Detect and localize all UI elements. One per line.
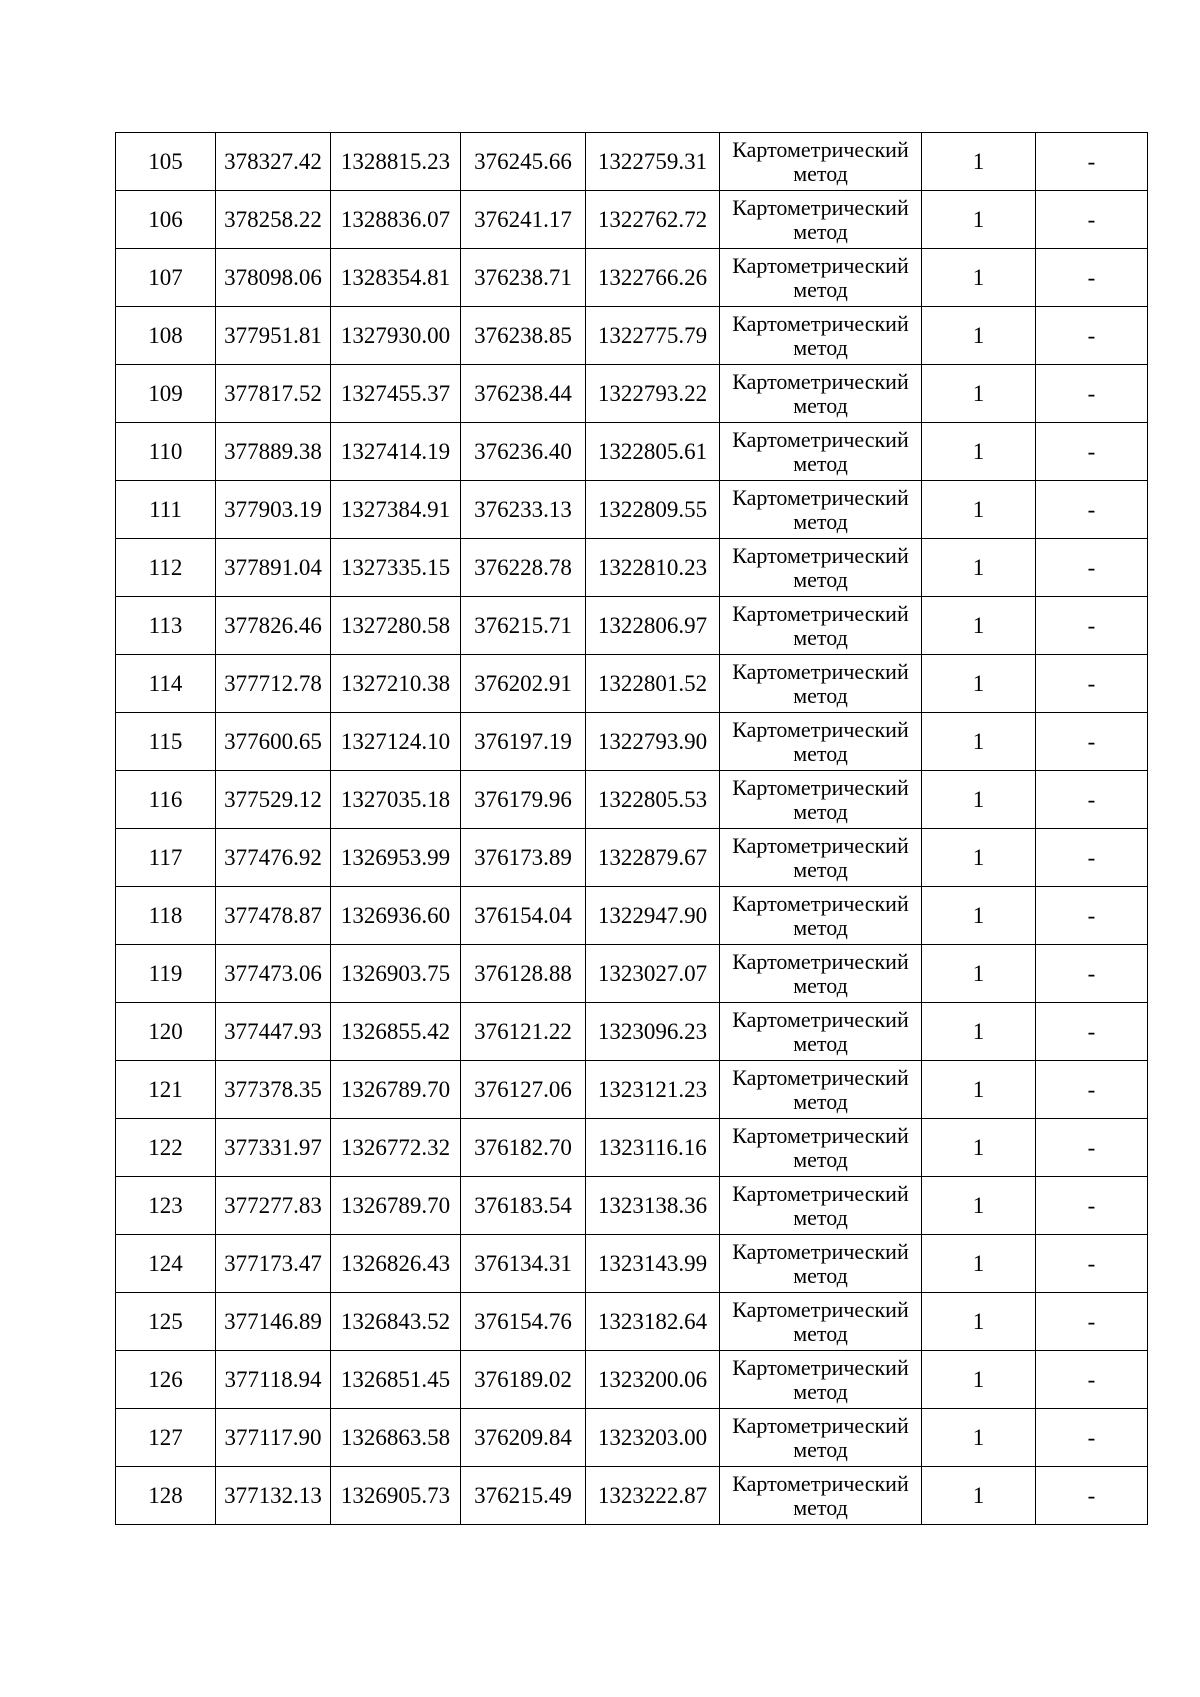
accuracy-cell: 1 — [922, 1293, 1036, 1351]
method-cell — [720, 887, 922, 945]
description-cell: - — [1036, 1235, 1148, 1293]
y-old-cell: 1327124.10 — [331, 713, 461, 771]
accuracy-cell: 1 — [922, 133, 1036, 191]
method-text-line2: метод — [793, 218, 848, 244]
description-cell: - — [1036, 1409, 1148, 1467]
method-cell — [720, 1467, 922, 1525]
description-cell: - — [1036, 655, 1148, 713]
x-old-cell: 377132.13 — [216, 1467, 331, 1525]
x-new-cell: 376238.71 — [461, 249, 586, 307]
y-old-cell: 1326953.99 — [331, 829, 461, 887]
accuracy-cell: 1 — [922, 365, 1036, 423]
accuracy-cell: 1 — [922, 829, 1036, 887]
y-old-cell: 1326789.70 — [331, 1177, 461, 1235]
description-cell: - — [1036, 539, 1148, 597]
method-text-line1: Картометрический — [732, 1122, 909, 1148]
y-old-cell: 1327210.38 — [331, 655, 461, 713]
table-row — [116, 713, 1148, 771]
x-old-cell: 377600.65 — [216, 713, 331, 771]
x-old-cell: 377173.47 — [216, 1235, 331, 1293]
point-number-cell: 111 — [116, 481, 216, 539]
x-old-cell: 377903.19 — [216, 481, 331, 539]
method-text-line1: Картометрический — [732, 368, 909, 394]
y-new-cell: 1322762.72 — [586, 191, 720, 249]
point-number-cell: 121 — [116, 1061, 216, 1119]
description-cell: - — [1036, 133, 1148, 191]
table-row — [116, 481, 1148, 539]
y-old-cell: 1327384.91 — [331, 481, 461, 539]
y-old-cell: 1326843.52 — [331, 1293, 461, 1351]
description-cell: - — [1036, 1003, 1148, 1061]
accuracy-cell: 1 — [922, 945, 1036, 1003]
point-number-cell: 118 — [116, 887, 216, 945]
x-new-cell: 376215.71 — [461, 597, 586, 655]
description-cell: - — [1036, 1467, 1148, 1525]
method-text-line1: Картометрический — [732, 310, 909, 336]
x-new-cell: 376197.19 — [461, 713, 586, 771]
point-number-cell: 117 — [116, 829, 216, 887]
method-text-line1: Картометрический — [732, 1354, 909, 1380]
method-cell — [720, 1235, 922, 1293]
x-new-cell: 376182.70 — [461, 1119, 586, 1177]
method-text-line2: метод — [793, 624, 848, 650]
method-text-line1: Картометрический — [732, 1470, 909, 1496]
point-number-cell: 123 — [116, 1177, 216, 1235]
description-cell: - — [1036, 1293, 1148, 1351]
method-cell — [720, 307, 922, 365]
method-text-line2: метод — [793, 740, 848, 766]
method-text-line1: Картометрический — [732, 600, 909, 626]
table-row — [116, 1061, 1148, 1119]
table-row — [116, 1351, 1148, 1409]
method-text-line2: метод — [793, 1146, 848, 1172]
description-cell: - — [1036, 887, 1148, 945]
x-new-cell: 376215.49 — [461, 1467, 586, 1525]
y-old-cell: 1327035.18 — [331, 771, 461, 829]
x-new-cell: 376202.91 — [461, 655, 586, 713]
description-cell: - — [1036, 1061, 1148, 1119]
x-old-cell: 378098.06 — [216, 249, 331, 307]
y-new-cell: 1322793.90 — [586, 713, 720, 771]
x-new-cell: 376228.78 — [461, 539, 586, 597]
method-text-line2: метод — [793, 972, 848, 998]
method-cell — [720, 539, 922, 597]
accuracy-cell: 1 — [922, 1177, 1036, 1235]
method-cell — [720, 1351, 922, 1409]
accuracy-cell: 1 — [922, 423, 1036, 481]
y-new-cell: 1322809.55 — [586, 481, 720, 539]
table-row — [116, 1467, 1148, 1525]
method-text-line1: Картометрический — [732, 194, 909, 220]
method-cell — [720, 191, 922, 249]
x-new-cell: 376127.06 — [461, 1061, 586, 1119]
x-old-cell: 377951.81 — [216, 307, 331, 365]
y-old-cell: 1326855.42 — [331, 1003, 461, 1061]
accuracy-cell: 1 — [922, 1235, 1036, 1293]
point-number-cell: 114 — [116, 655, 216, 713]
method-text-line2: метод — [793, 1378, 848, 1404]
y-old-cell: 1326903.75 — [331, 945, 461, 1003]
method-text-line2: метод — [793, 392, 848, 418]
y-new-cell: 1322805.53 — [586, 771, 720, 829]
y-new-cell: 1322759.31 — [586, 133, 720, 191]
method-text-line2: метод — [793, 856, 848, 882]
method-text-line2: метод — [793, 1320, 848, 1346]
x-new-cell: 376236.40 — [461, 423, 586, 481]
point-number-cell: 122 — [116, 1119, 216, 1177]
x-new-cell: 376134.31 — [461, 1235, 586, 1293]
accuracy-cell: 1 — [922, 191, 1036, 249]
method-text-line1: Картометрический — [732, 948, 909, 974]
accuracy-cell: 1 — [922, 1467, 1036, 1525]
x-old-cell: 377476.92 — [216, 829, 331, 887]
x-old-cell: 378258.22 — [216, 191, 331, 249]
y-old-cell: 1326863.58 — [331, 1409, 461, 1467]
table-row — [116, 655, 1148, 713]
accuracy-cell: 1 — [922, 1119, 1036, 1177]
point-number-cell: 105 — [116, 133, 216, 191]
description-cell: - — [1036, 365, 1148, 423]
description-cell: - — [1036, 771, 1148, 829]
y-new-cell: 1322805.61 — [586, 423, 720, 481]
method-text-line2: метод — [793, 1088, 848, 1114]
point-number-cell: 120 — [116, 1003, 216, 1061]
x-new-cell: 376128.88 — [461, 945, 586, 1003]
y-old-cell: 1326905.73 — [331, 1467, 461, 1525]
method-text-line2: метод — [793, 334, 848, 360]
x-old-cell: 377118.94 — [216, 1351, 331, 1409]
point-number-cell: 126 — [116, 1351, 216, 1409]
y-old-cell: 1327455.37 — [331, 365, 461, 423]
accuracy-cell: 1 — [922, 597, 1036, 655]
y-old-cell: 1326772.32 — [331, 1119, 461, 1177]
method-text-line1: Картометрический — [732, 136, 909, 162]
x-new-cell: 376173.89 — [461, 829, 586, 887]
accuracy-cell: 1 — [922, 1003, 1036, 1061]
x-old-cell: 378327.42 — [216, 133, 331, 191]
x-old-cell: 377473.06 — [216, 945, 331, 1003]
method-text-line1: Картометрический — [732, 774, 909, 800]
y-new-cell: 1323138.36 — [586, 1177, 720, 1235]
x-old-cell: 377478.87 — [216, 887, 331, 945]
x-new-cell: 376238.44 — [461, 365, 586, 423]
description-cell: - — [1036, 829, 1148, 887]
method-cell — [720, 1293, 922, 1351]
accuracy-cell: 1 — [922, 713, 1036, 771]
method-cell — [720, 423, 922, 481]
x-old-cell: 377146.89 — [216, 1293, 331, 1351]
method-cell — [720, 771, 922, 829]
method-text-line1: Картометрический — [732, 1064, 909, 1090]
y-new-cell: 1323203.00 — [586, 1409, 720, 1467]
table-row — [116, 1119, 1148, 1177]
x-new-cell: 376154.04 — [461, 887, 586, 945]
method-text-line1: Картометрический — [732, 832, 909, 858]
description-cell: - — [1036, 481, 1148, 539]
x-old-cell: 377712.78 — [216, 655, 331, 713]
method-text-line2: метод — [793, 1204, 848, 1230]
y-new-cell: 1322810.23 — [586, 539, 720, 597]
y-old-cell: 1328815.23 — [331, 133, 461, 191]
method-text-line2: метод — [793, 1262, 848, 1288]
method-cell — [720, 481, 922, 539]
description-cell: - — [1036, 423, 1148, 481]
method-cell — [720, 365, 922, 423]
y-new-cell: 1322947.90 — [586, 887, 720, 945]
method-text-line1: Картометрический — [732, 1412, 909, 1438]
y-new-cell: 1323027.07 — [586, 945, 720, 1003]
y-old-cell: 1327930.00 — [331, 307, 461, 365]
accuracy-cell: 1 — [922, 539, 1036, 597]
method-cell — [720, 249, 922, 307]
x-new-cell: 376241.17 — [461, 191, 586, 249]
point-number-cell: 109 — [116, 365, 216, 423]
point-number-cell: 113 — [116, 597, 216, 655]
method-cell — [720, 133, 922, 191]
point-number-cell: 106 — [116, 191, 216, 249]
table-row — [116, 829, 1148, 887]
description-cell: - — [1036, 191, 1148, 249]
method-text-line1: Картометрический — [732, 890, 909, 916]
method-text-line2: метод — [793, 798, 848, 824]
y-new-cell: 1323116.16 — [586, 1119, 720, 1177]
method-cell — [720, 1003, 922, 1061]
y-old-cell: 1326851.45 — [331, 1351, 461, 1409]
method-text-line1: Картометрический — [732, 1180, 909, 1206]
point-number-cell: 112 — [116, 539, 216, 597]
method-cell — [720, 829, 922, 887]
y-new-cell: 1322806.97 — [586, 597, 720, 655]
point-number-cell: 108 — [116, 307, 216, 365]
x-new-cell: 376189.02 — [461, 1351, 586, 1409]
accuracy-cell: 1 — [922, 771, 1036, 829]
x-new-cell: 376245.66 — [461, 133, 586, 191]
y-old-cell: 1327335.15 — [331, 539, 461, 597]
y-old-cell: 1328354.81 — [331, 249, 461, 307]
method-text-line2: метод — [793, 1494, 848, 1520]
table-row — [116, 1409, 1148, 1467]
method-text-line1: Картометрический — [732, 658, 909, 684]
method-text-line2: метод — [793, 1436, 848, 1462]
accuracy-cell: 1 — [922, 1409, 1036, 1467]
method-text-line1: Картометрический — [732, 716, 909, 742]
description-cell: - — [1036, 1351, 1148, 1409]
method-cell — [720, 1119, 922, 1177]
x-old-cell: 377826.46 — [216, 597, 331, 655]
point-number-cell: 127 — [116, 1409, 216, 1467]
y-new-cell: 1322879.67 — [586, 829, 720, 887]
description-cell: - — [1036, 307, 1148, 365]
x-new-cell: 376233.13 — [461, 481, 586, 539]
x-old-cell: 377277.83 — [216, 1177, 331, 1235]
coordinates-table — [115, 132, 1148, 1525]
point-number-cell: 119 — [116, 945, 216, 1003]
table-row — [116, 1177, 1148, 1235]
method-text-line2: метод — [793, 566, 848, 592]
method-text-line2: метод — [793, 450, 848, 476]
x-old-cell: 377817.52 — [216, 365, 331, 423]
y-new-cell: 1323143.99 — [586, 1235, 720, 1293]
y-new-cell: 1323121.23 — [586, 1061, 720, 1119]
x-new-cell: 376183.54 — [461, 1177, 586, 1235]
method-text-line2: метод — [793, 914, 848, 940]
method-text-line2: метод — [793, 682, 848, 708]
x-new-cell: 376179.96 — [461, 771, 586, 829]
table-row — [116, 249, 1148, 307]
description-cell: - — [1036, 713, 1148, 771]
method-text-line2: метод — [793, 160, 848, 186]
table-row — [116, 133, 1148, 191]
table-row — [116, 1235, 1148, 1293]
accuracy-cell: 1 — [922, 249, 1036, 307]
table-row — [116, 1003, 1148, 1061]
method-text-line1: Картометрический — [732, 426, 909, 452]
point-number-cell: 107 — [116, 249, 216, 307]
table-row — [116, 307, 1148, 365]
accuracy-cell: 1 — [922, 1061, 1036, 1119]
point-number-cell: 128 — [116, 1467, 216, 1525]
table-row — [116, 887, 1148, 945]
table-row — [116, 945, 1148, 1003]
y-new-cell: 1322793.22 — [586, 365, 720, 423]
point-number-cell: 115 — [116, 713, 216, 771]
x-old-cell: 377891.04 — [216, 539, 331, 597]
y-old-cell: 1328836.07 — [331, 191, 461, 249]
y-new-cell: 1322775.79 — [586, 307, 720, 365]
table-row — [116, 191, 1148, 249]
description-cell: - — [1036, 1177, 1148, 1235]
table-row — [116, 423, 1148, 481]
y-old-cell: 1327280.58 — [331, 597, 461, 655]
accuracy-cell: 1 — [922, 887, 1036, 945]
y-old-cell: 1326789.70 — [331, 1061, 461, 1119]
accuracy-cell: 1 — [922, 1351, 1036, 1409]
method-cell — [720, 597, 922, 655]
method-text-line1: Картометрический — [732, 252, 909, 278]
x-new-cell: 376154.76 — [461, 1293, 586, 1351]
x-old-cell: 377378.35 — [216, 1061, 331, 1119]
x-old-cell: 377117.90 — [216, 1409, 331, 1467]
y-new-cell: 1323096.23 — [586, 1003, 720, 1061]
method-text-line1: Картометрический — [732, 1296, 909, 1322]
method-text-line1: Картометрический — [732, 542, 909, 568]
accuracy-cell: 1 — [922, 481, 1036, 539]
y-new-cell: 1322801.52 — [586, 655, 720, 713]
x-old-cell: 377889.38 — [216, 423, 331, 481]
method-text-line2: метод — [793, 1030, 848, 1056]
point-number-cell: 110 — [116, 423, 216, 481]
x-new-cell: 376121.22 — [461, 1003, 586, 1061]
method-cell — [720, 1177, 922, 1235]
y-new-cell: 1323182.64 — [586, 1293, 720, 1351]
description-cell: - — [1036, 1119, 1148, 1177]
description-cell: - — [1036, 945, 1148, 1003]
x-new-cell: 376238.85 — [461, 307, 586, 365]
x-old-cell: 377331.97 — [216, 1119, 331, 1177]
y-new-cell: 1322766.26 — [586, 249, 720, 307]
method-cell — [720, 655, 922, 713]
table-row — [116, 1293, 1148, 1351]
y-old-cell: 1326936.60 — [331, 887, 461, 945]
y-old-cell: 1327414.19 — [331, 423, 461, 481]
method-text-line1: Картометрический — [732, 1238, 909, 1264]
y-new-cell: 1323222.87 — [586, 1467, 720, 1525]
description-cell: - — [1036, 597, 1148, 655]
x-new-cell: 376209.84 — [461, 1409, 586, 1467]
table-body — [116, 133, 1148, 1525]
method-text-line1: Картометрический — [732, 1006, 909, 1032]
accuracy-cell: 1 — [922, 655, 1036, 713]
y-old-cell: 1326826.43 — [331, 1235, 461, 1293]
table-row — [116, 771, 1148, 829]
method-cell — [720, 713, 922, 771]
x-old-cell: 377447.93 — [216, 1003, 331, 1061]
point-number-cell: 116 — [116, 771, 216, 829]
description-cell: - — [1036, 249, 1148, 307]
point-number-cell: 124 — [116, 1235, 216, 1293]
method-cell — [720, 1409, 922, 1467]
table-row — [116, 365, 1148, 423]
method-text-line2: метод — [793, 276, 848, 302]
method-text-line2: метод — [793, 508, 848, 534]
x-old-cell: 377529.12 — [216, 771, 331, 829]
method-cell — [720, 1061, 922, 1119]
table-row — [116, 597, 1148, 655]
method-cell — [720, 945, 922, 1003]
method-text-line1: Картометрический — [732, 484, 909, 510]
y-new-cell: 1323200.06 — [586, 1351, 720, 1409]
point-number-cell: 125 — [116, 1293, 216, 1351]
accuracy-cell: 1 — [922, 307, 1036, 365]
table-row — [116, 539, 1148, 597]
